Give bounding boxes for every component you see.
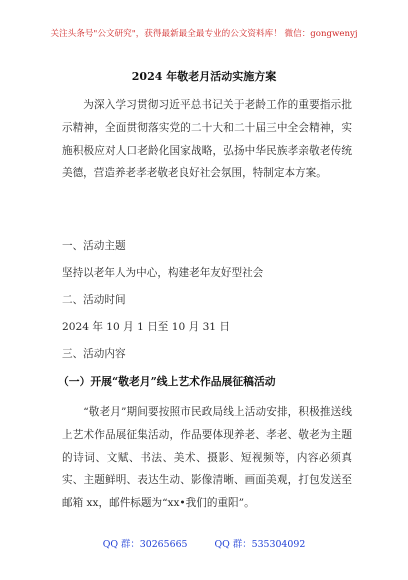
- section-text-time: 2024 年 10 月 1 日至 10 月 31 日: [62, 321, 231, 333]
- subsection-paragraph-online-art: “敬老月”期间要按照市民政局线上活动安排，积极推送线上艺术作品展征集活动，作品要体现养老、孝老、敬老为主题的诗词、文赋、书法、美术、摄影、短视频等，内容必须真实、主题鲜明、表达生动、影像清晰、画面美观，打包发送至邮箱 xx，邮件标题为“xx•我们的重阳”。: [62, 406, 352, 510]
- section-heading-theme: 一、活动主题: [62, 240, 126, 252]
- section-text-theme: 坚持以老年人为中心，构建老年友好型社会: [62, 267, 264, 279]
- section-heading-time: 二、活动时间: [62, 294, 126, 306]
- section-heading-content: 三、活动内容: [62, 348, 126, 360]
- footer-contacts: [0, 536, 408, 550]
- footer-qq-group-2: QQ 群：535304092: [214, 539, 306, 550]
- document-title: 2024 年敬老月活动实施方案: [131, 70, 277, 83]
- intro-paragraph: 为深入学习贯彻习近平总书记关于老龄工作的重要指示批示精神，全面贯彻落实党的二十大和二十届三中全会精神，实施积极应对人口老龄化国家战略，弘扬中华民族孝亲敬老传统美德，营造养老孝老敬老良好社会氛围，特制定本方案。: [62, 99, 352, 180]
- footer-qq-group-1: QQ 群：30265665: [102, 539, 188, 550]
- promo-header: 关注头条号"公文研究"，获得最新最全最专业的公文资料库！ 微信：gongwenyj: [50, 29, 358, 39]
- subsection-heading-online-art: （一）开展“敬老月”线上艺术作品展征稿活动: [58, 375, 276, 388]
